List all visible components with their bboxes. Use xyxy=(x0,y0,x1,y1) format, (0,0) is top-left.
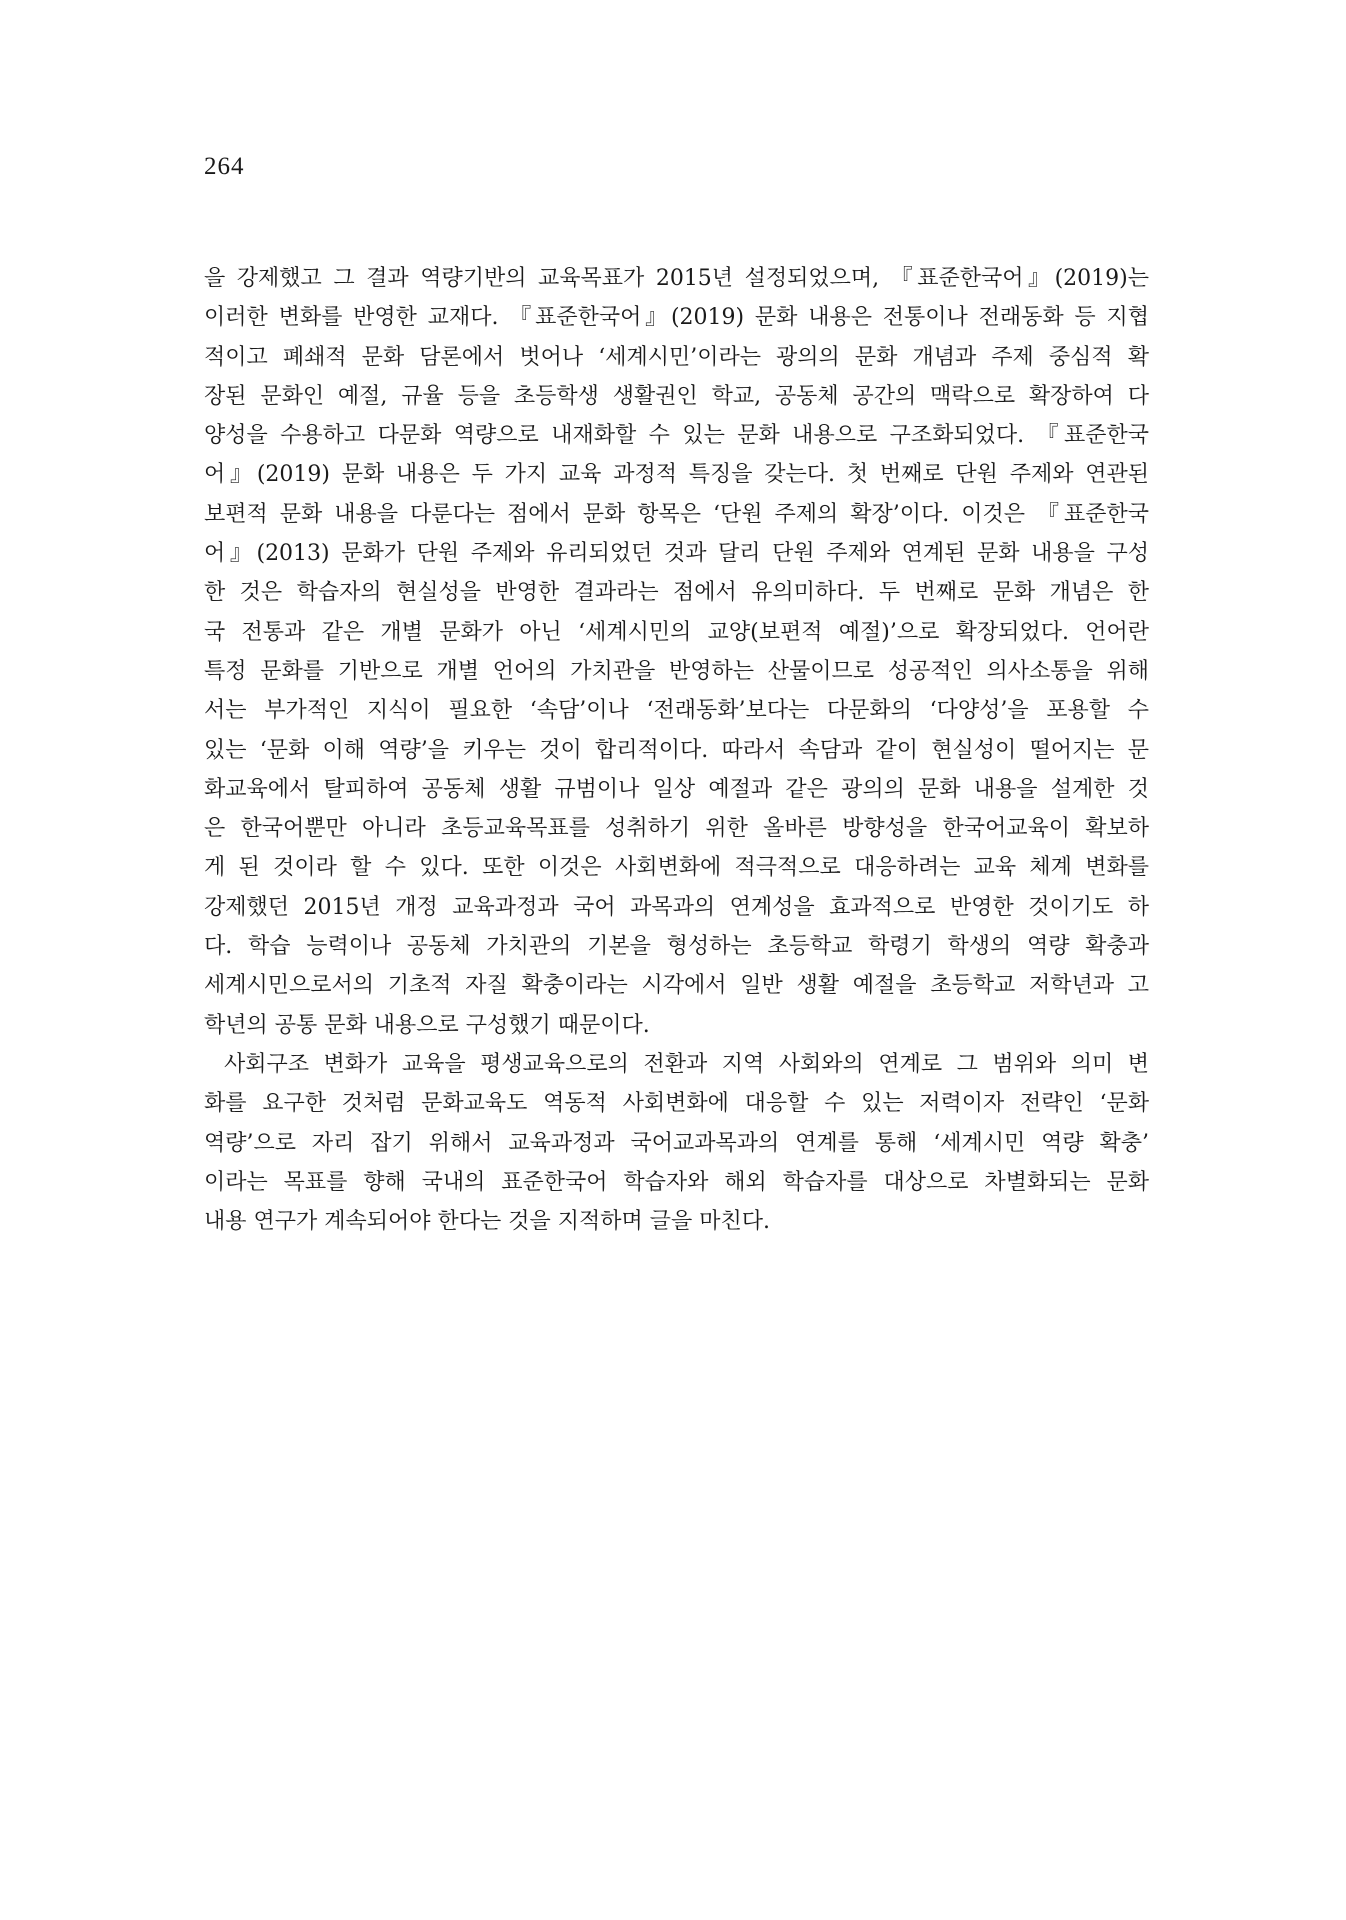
text-line: 특정 문화를 기반으로 개별 언어의 가치관을 반영하는 산물이므로 성공적인 의사소통을 위해 xyxy=(204,658,1149,684)
text-line: 양성을 수용하고 다문화 역량으로 내재화할 수 있는 문화 내용으로 구조화되었다. 『표준한국 xyxy=(204,423,1149,449)
text-line: 있는 ‘문화 이해 역량’을 키우는 것이 합리적이다. 따라서 속담과 같이 현실성이 떨어지는 문 xyxy=(204,737,1149,763)
text-line: 학년의 공통 문화 내용으로 구성했기 때문이다. xyxy=(204,1012,650,1038)
text-line: 장된 문화인 예절, 규율 등을 초등학생 생활권인 학교, 공동체 공간의 맥락으로 확장하여 다 xyxy=(204,383,1149,409)
text-line: 다. 학습 능력이나 공동체 가치관의 기본을 형성하는 초등학교 학령기 학생의 역량 확충과 xyxy=(204,934,1149,960)
text-line: 적이고 폐쇄적 문화 담론에서 벗어나 ‘세계시민’이라는 광의의 문화 개념과 주제 중심적 확 xyxy=(204,344,1149,370)
text-line: 화를 요구한 것처럼 문화교육도 역동적 사회변화에 대응할 수 있는 저력이자 전략인 ‘문화 xyxy=(204,1091,1149,1117)
text-line: 강제했던 2015년 개정 교육과정과 국어 과목과의 연계성을 효과적으로 반영한 것이기도 하 xyxy=(204,894,1149,920)
text-line: 어』(2019) 문화 내용은 두 가지 교육 과정적 특징을 갖는다. 첫 번째로 단원 주제와 연관된 xyxy=(204,462,1149,488)
text-line: 게 된 것이라 할 수 있다. 또한 이것은 사회변화에 적극적으로 대응하려는 교육 체계 변화를 xyxy=(204,855,1149,881)
text-line: 역량’으로 자리 잡기 위해서 교육과정과 국어교과목과의 연계를 통해 ‘세계시민 역량 확충’ xyxy=(204,1130,1149,1156)
text-line: 내용 연구가 계속되어야 한다는 것을 지적하며 글을 마친다. xyxy=(204,1209,770,1235)
text-line: 이러한 변화를 반영한 교재다. 『표준한국어』(2019) 문화 내용은 전통이나 전래동화 등 지협 xyxy=(204,305,1149,331)
text-line: 이라는 목표를 향해 국내의 표준한국어 학습자와 해외 학습자를 대상으로 차별화되는 문화 xyxy=(204,1169,1149,1195)
text-line: 을 강제했고 그 결과 역량기반의 교육목표가 2015년 설정되었으며, 『표준한국어』(2019)는 xyxy=(204,266,1149,291)
text-line: 한 것은 학습자의 현실성을 반영한 결과라는 점에서 유의미하다. 두 번째로 문화 개념은 한 xyxy=(204,580,1149,606)
paragraph xyxy=(204,1045,1149,1241)
text-line: 세계시민으로서의 기초적 자질 확충이라는 시각에서 일반 생활 예절을 초등학교 저학년과 고 xyxy=(204,973,1149,999)
body-text xyxy=(204,259,1149,1241)
text-line: 보편적 문화 내용을 다룬다는 점에서 문화 항목은 ‘단원 주제의 확장’이다. 이것은 『표준한국 xyxy=(204,501,1149,527)
text-line: 국 전통과 같은 개별 문화가 아닌 ‘세계시민의 교양(보편적 예절)’으로 확장되었다. 언어란 xyxy=(204,619,1149,645)
text-line: 사회구조 변화가 교육을 평생교육으로의 전환과 지역 사회와의 연계로 그 범위와 의미 변 xyxy=(224,1051,1149,1077)
text-line: 화교육에서 탈피하여 공동체 생활 규범이나 일상 예절과 같은 광의의 문화 내용을 설계한 것 xyxy=(204,776,1149,802)
text-line: 은 한국어뿐만 아니라 초등교육목표를 성취하기 위한 올바른 방향성을 한국어교육이 확보하 xyxy=(204,816,1149,842)
text-line: 서는 부가적인 지식이 필요한 ‘속담’이나 ‘전래동화’보다는 다문화의 ‘다양성’을 포용할 수 xyxy=(204,698,1149,724)
text-line: 어』(2013) 문화가 단원 주제와 유리되었던 것과 달리 단원 주제와 연계된 문화 내용을 구성 xyxy=(204,541,1149,567)
paragraph xyxy=(204,259,1149,1045)
page-number: 264 xyxy=(204,153,245,180)
